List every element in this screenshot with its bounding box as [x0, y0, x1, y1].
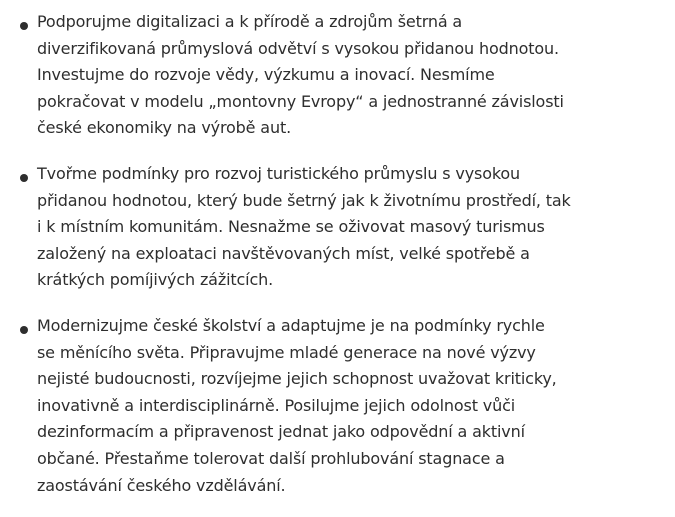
text-line: zaostávání českého vzdělávání. — [37, 475, 286, 495]
text-line: i k místním komunitám. Nesnažme se oživovat masový turismus — [37, 217, 545, 237]
list-item-text — [37, 161, 652, 294]
bullet-dot-icon — [20, 22, 28, 30]
text-line: Modernizujme české školství a adaptujme je na podmínky rychle — [37, 316, 545, 335]
list-item-text — [37, 9, 652, 142]
text-line: české ekonomiky na výrobě aut. — [37, 118, 292, 138]
text-line: nejisté budoucnosti, rozvíjejme jejich schopnost uvažovat kriticky, — [37, 369, 557, 389]
text-line: založený na exploataci navštěvovaných míst, velké spotřebě a — [37, 243, 530, 263]
text-line: pokračovat v modelu „montovny Evropy“ a jednostranné závislosti — [37, 91, 564, 111]
text-line: Podporujme digitalizaci a k přírodě a zdrojům šetrná a — [37, 12, 463, 31]
text-line: Tvořme podmínky pro rozvoj turistického průmyslu s vysokou — [37, 164, 521, 183]
text-line: občané. Přestaňme tolerovat další prohlubování stagnace a — [37, 448, 505, 468]
text-line: dezinformacím a připravenost jednat jako odpovědní a aktivní — [37, 422, 525, 442]
bullet-dot-icon — [20, 174, 28, 182]
text-line: diverzifikovaná průmyslová odvětví s vysokou přidanou hodnotou. — [37, 38, 559, 58]
text-line: se měnícího světa. Připravujme mladé generace na nové výzvy — [37, 342, 536, 362]
text-line: Investujme do rozvoje vědy, výzkumu a inovací. Nesmíme — [37, 65, 495, 85]
list-item-text — [37, 313, 652, 499]
text-line: krátkých pomíjivých zážitcích. — [37, 270, 274, 290]
bullet-dot-icon — [20, 326, 28, 334]
text-line: přidanou hodnotou, který bude šetrný jak k životnímu prostředí, tak — [37, 190, 571, 210]
text-line: inovativně a interdisciplinárně. Posilujme jejich odolnost vůči — [37, 395, 516, 415]
